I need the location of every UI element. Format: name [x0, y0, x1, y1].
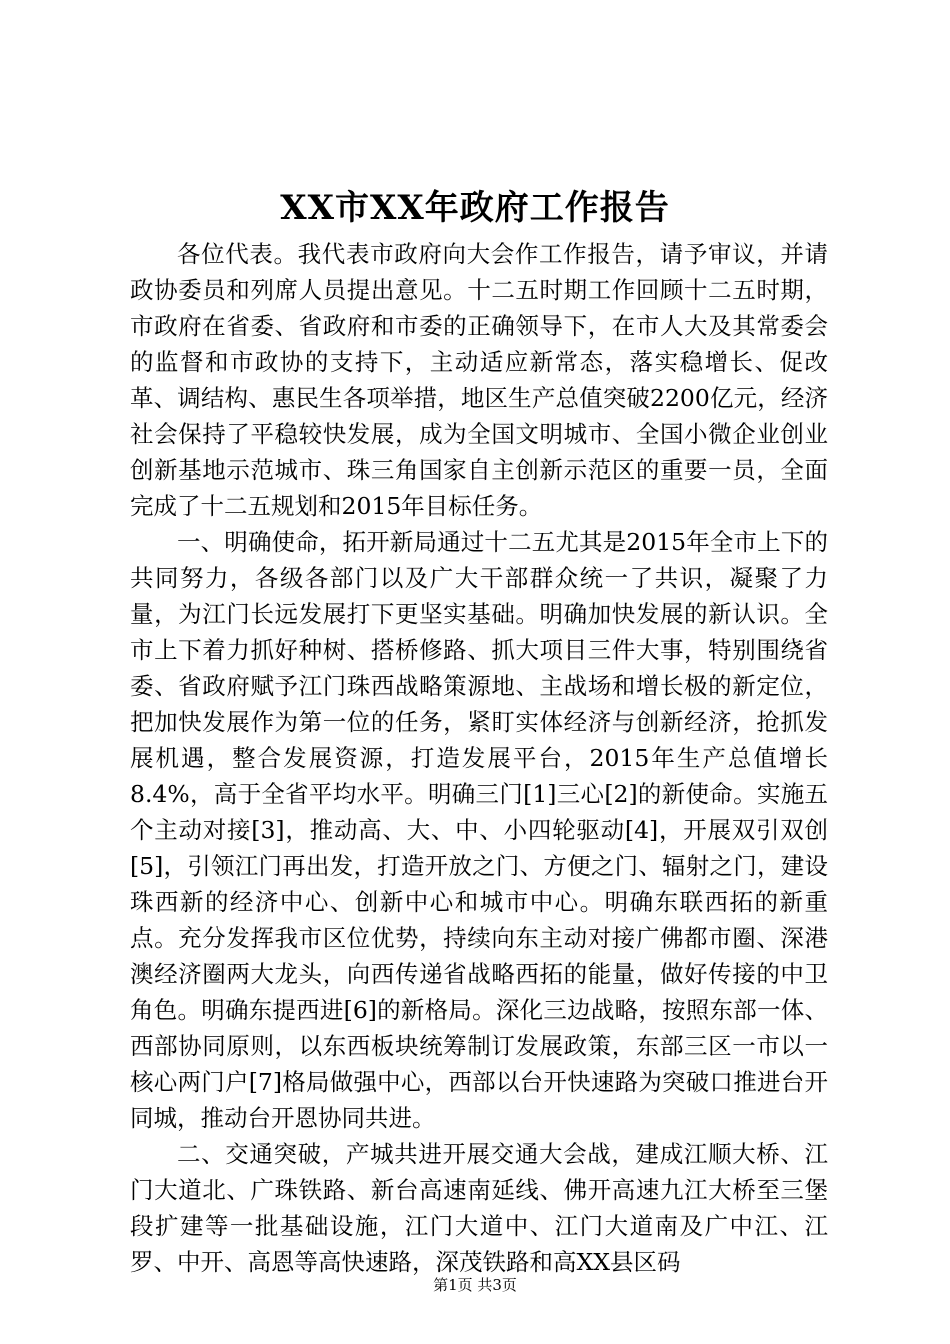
paragraph-intro: 各位代表。我代表市政府向大会作工作报告，请予审议，并请政协委员和列席人员提出意见。十二五时期工作回顾十二五时期，市政府在省委、省政府和市委的正确领导下，在市人大及其常委会的监督和市政协的支持下，主动适应新常态，落实稳增长、促改革、调结构、惠民生各项举措，地区生产总值突破2200亿元，经济社会保持了平稳较快发展，成为全国文明城市、全国小微企业创业创新基地示范城市、珠三角国家自主创新示范区的重要一员，全面完成了十二五规划和2015年目标任务。: [130, 240, 828, 520]
document-title: XX市XX年政府工作报告: [280, 188, 670, 228]
document-body: [130, 236, 828, 1280]
paragraph-section-two: 二、交通突破，产城共进开展交通大会战，建成江顺大桥、江门大道北、广珠铁路、新台高速南延线、佛开高速九江大桥至三堡段扩建等一批基础设施，江门大道中、江门大道南及广中江、江罗、中开、高恩等高快速路，深茂铁路和高XX县区码: [130, 1140, 828, 1276]
page-footer: 第1页 共3页: [433, 1276, 517, 1294]
paragraph-section-one: 一、明确使命，拓开新局通过十二五尤其是2015年全市上下的共同努力，各级各部门以及广大干部群众统一了共识，凝聚了力量，为江门长远发展打下更坚实基础。明确加快发展的新认识。全市上下着力抓好种树、搭桥修路、抓大项目三件大事，特别围绕省委、省政府赋予江门珠西战略策源地、主战场和增长极的新定位，把加快发展作为第一位的任务，紧盯实体经济与创新经济，抢抓发展机遇，整合发展资源，打造发展平台，2015年生产总值增长8.4%，高于全省平均水平。明确三门[1]三心[2]的新使命。实施五个主动对接[3]，推动高、大、中、小四轮驱动[4]，开展双引双创[5]，引领江门再出发，打造开放之门、方便之门、辐射之门，建设珠西新的经济中心、创新中心和城市中心。明确东联西拓的新重点。充分发挥我市区位优势，持续向东主动对接广佛都市圈、深港澳经济圈两大龙头，向西传递省战略西拓的能量，做好传接的中卫角色。明确东提西进[6]的新格局。深化三边战略，按照东部一体、西部协同原则，以东西板块统筹制订发展政策，东部三区一市以一核心两门户[7]格局做强中心，西部以台开快速路为突破口推进台开同城，推动台开恩协同共进。: [130, 528, 828, 1132]
